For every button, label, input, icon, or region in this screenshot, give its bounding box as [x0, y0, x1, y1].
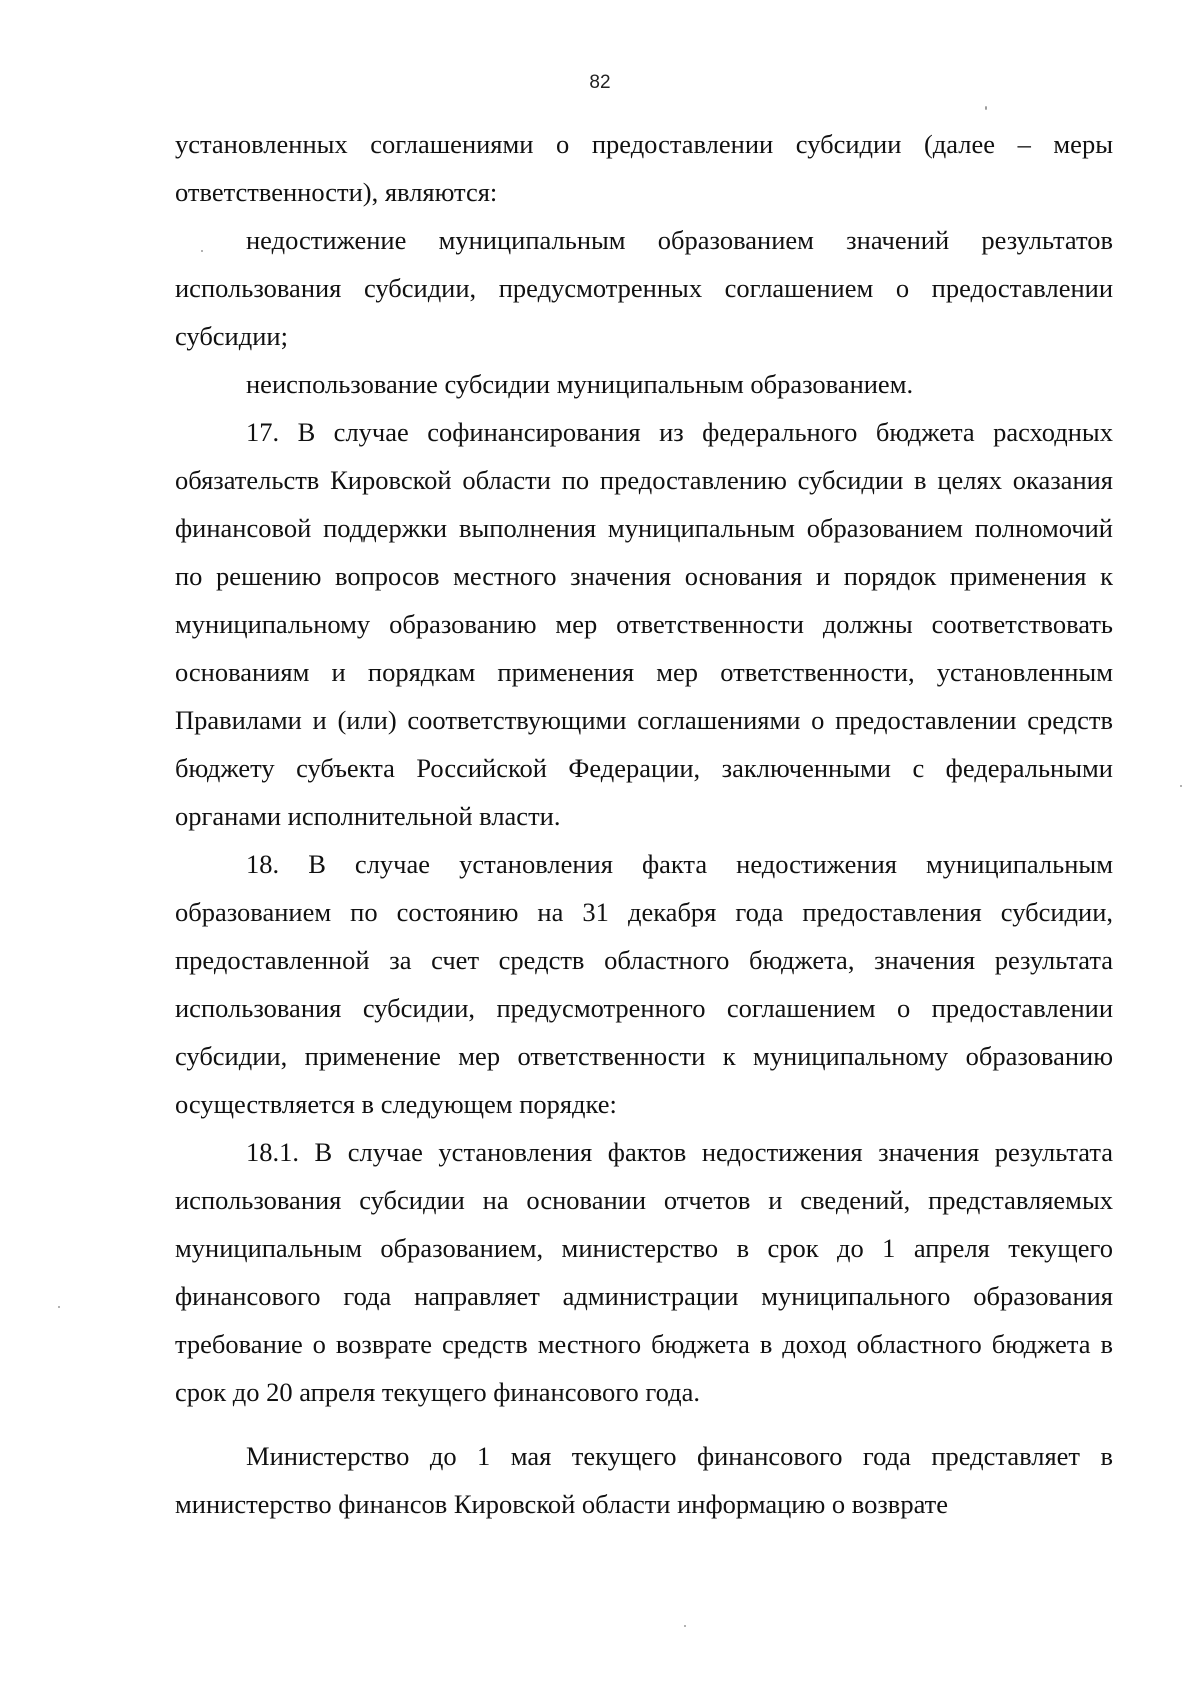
paragraph-intro-continuation: установленных соглашениями о предоставлении субсидии (далее – меры ответственности), являются: — [175, 129, 1113, 207]
scan-speck — [684, 1625, 686, 1627]
paragraph-clause-17: 17. В случае софинансирования из федерального бюджета расходных обязательств Кировской области по предоставлению субсидии в целях оказания финансовой поддержки выполнения муниципальным образованием полномочий по решению вопросов местного значения основания и порядок применения к муниципальному образованию мер ответственности должны соответствовать основаниям и порядкам применения мер ответственности, установленным Правилами и (или) соответствующими соглашениями о предоставлении средств бюджету субъекта Российской Федерации, заключенными с федеральными органами исполнительной власти. — [175, 417, 1113, 831]
page-number: 82 — [589, 72, 611, 93]
scan-speck — [201, 250, 203, 252]
paragraph-clause-18-1: 18.1. В случае установления фактов недостижения значения результата использования субсидии на основании отчетов и сведений, представляемых муниципальным образованием, министерство в срок до 1 апреля текущего финансового года направляет администрации муниципального образования требование о возврате средств местного бюджета в доход областного бюджета в срок до 20 апреля текущего финансового года. — [175, 1137, 1113, 1407]
paragraph-clause-18: 18. В случае установления факта недостижения муниципальным образованием по состоянию на 31 декабря года предоставления субсидии, предоставленной за счет средств областного бюджета, значения результата использования субсидии, предусмотренного соглашением о предоставлении субсидии, применение мер ответственности к муниципальному образованию осуществляется в следующем порядке: — [175, 849, 1113, 1119]
scan-speck — [1180, 785, 1182, 787]
paragraph-ministry-report: Министерство до 1 мая текущего финансового года представляет в министерство финансов Кировской области информацию о возврате — [175, 1441, 1113, 1519]
document-body — [175, 120, 1113, 1528]
scan-speck — [985, 106, 987, 110]
scan-speck — [58, 1306, 60, 1308]
paragraph-item-nonuse: неиспользование субсидии муниципальным образованием. — [246, 369, 914, 399]
paragraph-item-nondachievement: недостижение муниципальным образованием значений результатов использования субсидии, предусмотренных соглашением о предоставлении субсидии; — [175, 225, 1113, 351]
